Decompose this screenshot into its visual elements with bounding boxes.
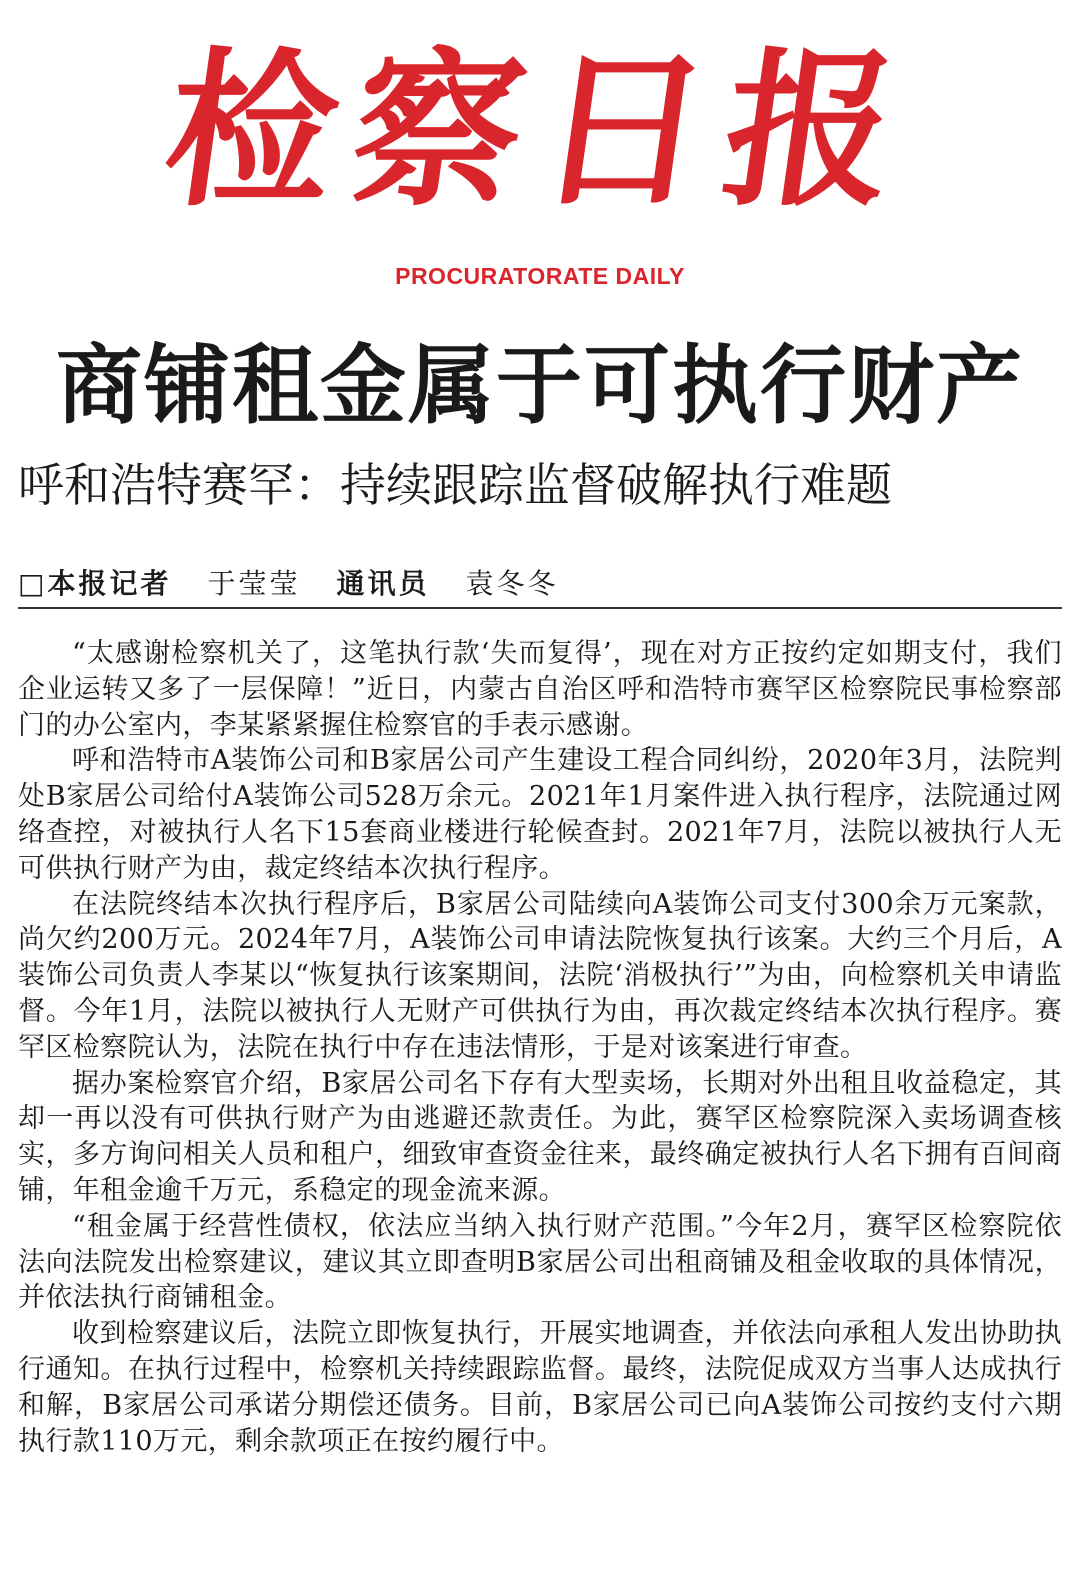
masthead-title: 检察日报 bbox=[154, 31, 926, 229]
article-subheadline: 呼和浩特赛罕：持续跟踪监督破解执行难题 bbox=[18, 458, 892, 512]
article-paragraph: 呼和浩特市A装饰公司和B家居公司产生建设工程合同纠纷，2020年3月，法院判处B家居公司给付A装饰公司528万余元。2021年1月案件进入执行程序，法院通过网络查控，对被执行人名下15套商业楼进行轮候查封。2021年7月，法院以被执行人无可供执行财产为由，裁定终结本次执行程序。 bbox=[18, 745, 1062, 884]
byline-reporter-label: □本报记者 bbox=[18, 567, 172, 600]
byline-reporter-name: 于莹莹 bbox=[207, 567, 301, 600]
article-body bbox=[18, 636, 1062, 1459]
byline-correspondent-label: 通讯员 bbox=[336, 567, 430, 600]
article-headline: 商铺租金属于可执行财产 bbox=[56, 335, 1024, 436]
article-paragraph: 收到检察建议后，法院立即恢复执行，开展实地调查，并依法向承租人发出协助执行通知。在执行过程中，检察机关持续跟踪监督。最终，法院促成双方当事人达成执行和解，B家居公司承诺分期偿还债务。目前，B家居公司已向A装饰公司按约支付六期执行款110万元，剩余款项正在按约履行中。 bbox=[18, 1318, 1062, 1457]
article-paragraph: “太感谢检察机关了，这笔执行款‘失而复得’，现在对方正按约定如期支付，我们企业运转又多了一层保障！”近日，内蒙古自治区呼和浩特市赛罕区检察院民事检察部门的办公室内，李某紧紧握住检察官的手表示感谢。 bbox=[18, 638, 1062, 741]
byline-correspondent-name: 袁冬冬 bbox=[465, 567, 559, 600]
byline-divider bbox=[18, 607, 1062, 609]
article-paragraph: 在法院终结本次执行程序后，B家居公司陆续向A装饰公司支付300余万元案款，尚欠约200万元。2024年7月，A装饰公司申请法院恢复执行该案。大约三个月后，A装饰公司负责人李某以“恢复执行该案期间，法院‘消极执行’”为由，向检察机关申请监督。今年1月，法院以被执行人无财产可供执行为由，再次裁定终结本次执行程序。赛罕区检察院认为，法院在执行中存在违法情形，于是对该案进行审查。 bbox=[18, 888, 1062, 1063]
masthead-subtitle: PROCURATORATE DAILY bbox=[395, 263, 685, 289]
masthead bbox=[0, 20, 1080, 300]
byline bbox=[18, 562, 1062, 606]
article-paragraph: “租金属于经营性债权，依法应当纳入执行财产范围。”今年2月，赛罕区检察院依法向法院发出检察建议，建议其立即查明B家居公司出租商铺及租金收取的具体情况，并依法执行商铺租金。 bbox=[18, 1210, 1062, 1314]
article-paragraph: 据办案检察官介绍，B家居公司名下存有大型卖场，长期对外出租且收益稳定，其却一再以没有可供执行财产为由逃避还款责任。为此，赛罕区检察院深入卖场调查核实，多方询问相关人员和租户，细致审查资金往来，最终确定被执行人名下拥有百间商铺，年租金逾千万元，系稳定的现金流来源。 bbox=[18, 1067, 1062, 1206]
